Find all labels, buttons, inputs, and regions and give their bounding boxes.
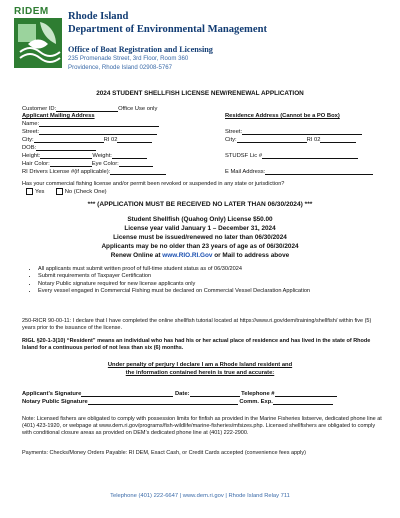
bullet-item: • Every vessel engaged in Commercial Fishing must be declared on Commercial Vessel Declaration Application (38, 288, 382, 294)
form-title: 2024 STUDENT SHELLFISH LICENSE NEW/RENEWAL APPLICATION (96, 90, 304, 97)
applicant-signature-label: Applicant’s Signature (22, 391, 82, 397)
comm-exp-label: Comm. Exp. (239, 399, 273, 405)
city-label: City: (22, 137, 34, 143)
bullet-item: • Submit requirements of Taxpayer Certification (38, 273, 382, 279)
renew-post: or Mail to address above (212, 252, 290, 259)
city-field[interactable] (34, 136, 104, 143)
dob-row (22, 144, 96, 151)
applicant-signature-field[interactable] (81, 390, 173, 397)
date-label: Date: (175, 391, 190, 397)
address-line2: Providence, Rhode Island 02908-5767 (68, 64, 173, 71)
ri-zip-label: RI 02 (103, 137, 118, 143)
customer-id-row (22, 105, 157, 112)
res-street-field[interactable] (242, 128, 362, 135)
no-label: No (Check One) (64, 189, 107, 196)
street-row (22, 128, 157, 135)
dob-label: DOB: (22, 145, 37, 151)
address-line1: 235 Promenade Street, 3rd Floor, Room 360 (68, 55, 189, 62)
date-field[interactable] (190, 390, 240, 397)
name-row (22, 120, 159, 127)
yes-label: Yes (35, 189, 45, 196)
res-street-label: Street: (225, 129, 243, 135)
dob-field[interactable] (36, 144, 96, 151)
eye-field[interactable] (119, 160, 153, 167)
studsf-field[interactable] (262, 152, 358, 159)
license-fee: Student Shellfish (Quahog Only) License $50.00 (127, 216, 273, 223)
office-use-label: Office Use only (118, 106, 158, 112)
rigl-definition: RIGL §20-1-3(10) “Resident” means an individual who has had his or her actual place of residence and has lived in the state of Rhode Island for a continuous period of not less than six (6) months. (22, 338, 371, 352)
applicant-signature-row (22, 390, 337, 397)
res-city-label: City: (225, 137, 237, 143)
mailing-address-heading: Applicant Mailing Address (22, 113, 95, 119)
telephone-label: Telephone # (241, 391, 275, 397)
hair-label: Hair Color: (22, 161, 50, 167)
studsf-row (225, 152, 358, 159)
height-label: Height: (22, 153, 41, 159)
studsf-label: STUDSF Lic # (225, 153, 263, 159)
ridem-logo-icon (14, 8, 64, 68)
city-row (22, 136, 152, 143)
notary-signature-row (22, 398, 333, 405)
renew-online (0, 252, 400, 259)
zip-field[interactable] (117, 136, 152, 143)
license-valid: License year valid January 1 – December 31, 2024 (124, 225, 276, 232)
drivers-license-field[interactable] (110, 168, 166, 175)
revoked-question: Has your commercial fishing license and/or permit been revoked or suspended in any state or jurisdiction? (22, 181, 285, 187)
eye-label: Eye Color: (91, 161, 119, 167)
yes-checkbox[interactable] (26, 188, 33, 195)
customer-id-field[interactable] (56, 105, 118, 112)
street-field[interactable] (39, 128, 157, 135)
deadline-notice: *** (APPLICATION MUST BE RECEIVED NO LATER THAN 06/30/2024) *** (87, 201, 313, 208)
revoked-options (26, 188, 107, 195)
drivers-license-label: RI Drivers License #(if applicable): (22, 169, 111, 175)
requirements-list (22, 266, 382, 296)
hair-field[interactable] (50, 160, 92, 167)
height-weight-row (22, 152, 147, 159)
org-line2: Department of Environmental Management (68, 24, 267, 35)
org-line1: Rhode Island (68, 11, 129, 22)
bullet-item: • Notary Public signature required for new license applicants only (38, 281, 382, 287)
comm-exp-field[interactable] (273, 398, 333, 405)
renew-pre: Renew Online at (110, 252, 163, 259)
payment-note: Payments: Checks/Money Orders Payable: RI DEM, Exact Cash, or Credit Cards accepted (convenience fees apply) (22, 450, 306, 456)
name-field[interactable] (39, 120, 159, 127)
license-issue-deadline: License must be issued/renewed no later than 06/30/2024 (113, 234, 287, 241)
email-row (225, 168, 373, 175)
notary-signature-label: Notary Public Signature (22, 399, 88, 405)
footer-contact: Telephone (401) 222-6647 | www.dem.ri.gov | Rhode Island Relay 711 (110, 493, 290, 499)
ricr-declaration: 250-RICR 90-00-11: I declare that I have completed the online shellfish tutorial located at https://www.ri.gov/dem/training/shellfish/ within five (5) years prior to the issuance of the license. (22, 318, 372, 332)
res-city-field[interactable] (237, 136, 307, 143)
perjury-line1: Under penalty of perjury I declare I am a Rhode Island resident and (107, 362, 293, 368)
street-label: Street: (22, 129, 40, 135)
drivers-license-row (22, 168, 166, 175)
no-checkbox[interactable] (56, 188, 63, 195)
telephone-field[interactable] (275, 390, 337, 397)
rio-link[interactable]: www.RIO.RI.Gov (162, 252, 213, 259)
res-zip-field[interactable] (320, 136, 356, 143)
perjury-line2: the information contained herein is true and accurate: (125, 370, 275, 376)
customer-id-label: Customer ID: (22, 106, 57, 112)
res-city-row (225, 136, 356, 143)
bullet-item: • All applicants must submit written proof of full-time student status as of 06/30/2024 (38, 266, 382, 272)
notary-signature-field[interactable] (88, 398, 238, 405)
email-field[interactable] (265, 168, 373, 175)
weight-field[interactable] (112, 152, 147, 159)
name-label: Name: (22, 121, 40, 127)
height-field[interactable] (40, 152, 92, 159)
age-limit: Applicants may be no older than 23 years of age as of 06/30/2024 (101, 243, 299, 250)
res-ri-zip-label: RI 02 (306, 137, 321, 143)
residence-address-heading: Residence Address (Cannot be a PO Box) (225, 113, 340, 119)
agency-short-name: RIDEM (14, 6, 49, 17)
weight-label: Weight: (92, 153, 112, 159)
hair-eye-row (22, 160, 153, 167)
possession-note: Note: Licensed fishers are obligated to comply with possession limits for finfish as provided in the Marine Fisheries listserve, dedicated phone line at (401) 423-1920, or webpage at www.dem.ri.gov/programs/fish-wildlife/marine-fisheries/mfsizes.php. Licensed shellfishers are obligated to comply with conditional closure areas as provided on DEM’s dedicated phone line at (401) 222-2900. (22, 416, 382, 437)
res-street-row (225, 128, 362, 135)
email-label: E Mail Address: (225, 169, 266, 175)
office-name: Office of Boat Registration and Licensing (68, 45, 213, 54)
